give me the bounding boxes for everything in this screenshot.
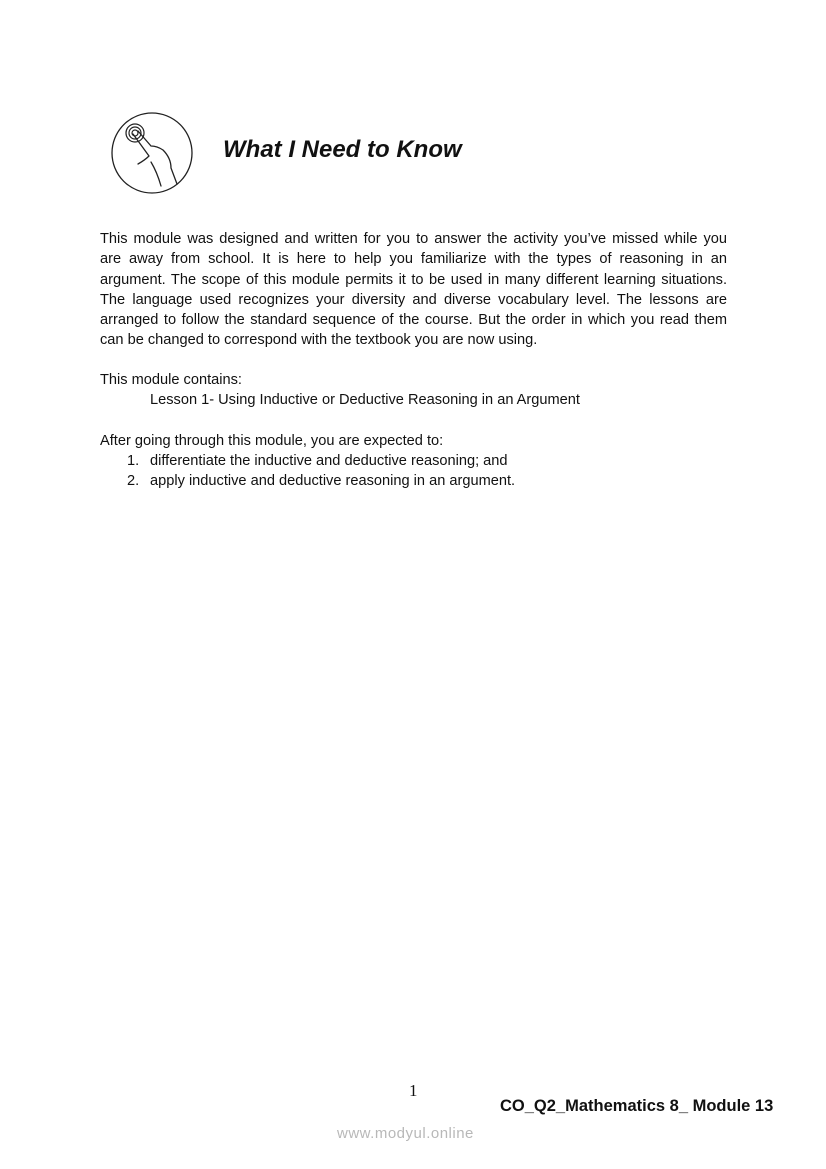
watermark: www.modyul.online	[337, 1125, 474, 1142]
paragraph-line: are away from school. It is here to help you familiarize with the types of reasoning in an	[100, 251, 727, 268]
paragraph-line: This module was designed and written for you to answer the activity you’ve missed while you	[100, 231, 727, 247]
objectives-label: After going through this module, you are expected to:	[100, 433, 444, 449]
intro-paragraph	[100, 229, 727, 351]
objective-number: 1.	[127, 453, 140, 469]
objective-text: differentiate the inductive and deductive reasoning; and	[150, 453, 508, 469]
hand-touch-icon	[111, 112, 193, 194]
lesson-item: Lesson 1- Using Inductive or Deductive Reasoning in an Argument	[150, 392, 580, 408]
objective-text: apply inductive and deductive reasoning in an argument.	[150, 473, 516, 489]
paragraph-line: The language used recognizes your diversity and diverse vocabulary level. The lessons are	[100, 291, 727, 308]
paragraph-line: arranged to follow the standard sequence of the course. But the order in which you read them	[100, 312, 727, 329]
paragraph-line: can be changed to correspond with the textbook you are now using.	[100, 332, 538, 349]
paragraph-line: argument. The scope of this module permits it to be used in many different learning situations.	[100, 271, 727, 288]
objective-number: 2.	[127, 473, 140, 489]
module-footer: CO_Q2_Mathematics 8_ Module 13	[500, 1097, 774, 1115]
section-title: What I Need to Know	[223, 136, 462, 163]
page-number: 1	[409, 1081, 418, 1100]
contains-label: This module contains:	[100, 372, 242, 388]
